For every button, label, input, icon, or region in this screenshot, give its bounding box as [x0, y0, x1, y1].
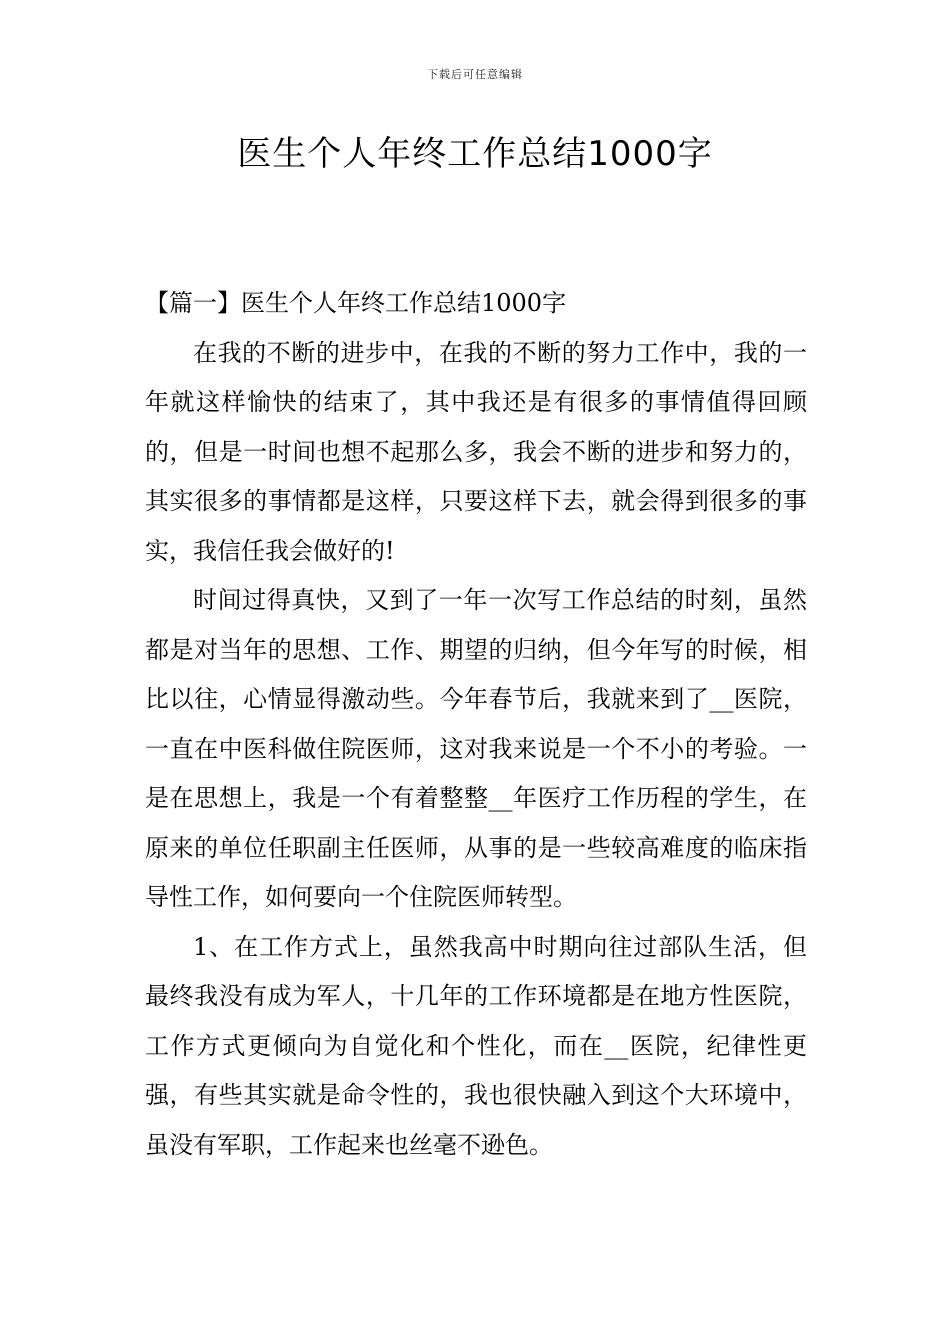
- paragraph-1: 在我的不断的进步中，在我的不断的努力工作中，我的一年就这样愉快的结束了，其中我还是有很多的事情值得回顾的，但是一时间也想不起那么多，我会不断的进步和努力的，其实很多的事情都是这样，只要这样下去，就会得到很多的事实，我信任我会做好的!: [145, 338, 807, 565]
- header-note: 下载后可任意编辑: [427, 68, 523, 81]
- section-heading: 【篇一】医生个人年终工作总结1000字: [145, 289, 567, 317]
- paragraph-3: 1、在工作方式上，虽然我高中时期向往过部队生活，但最终我没有成为军人，十几年的工作环境都是在地方性医院，工作方式更倾向为自觉化和个性化，而在__医院，纪律性更强，有些其实就是命令性的，我也很快融入到这个大环境中，虽没有军职，工作起来也丝毫不逊色。: [145, 932, 807, 1159]
- document-title: 医生个人年终工作总结1000字: [237, 134, 713, 174]
- document-body: [145, 279, 807, 1170]
- paragraph-2: 时间过得真快，又到了一年一次写工作总结的时刻，虽然都是对当年的思想、工作、期望的归纳，但今年写的时候，相比以往，心情显得激动些。今年春节后，我就来到了__医院，一直在中医科做住院医师，这对我来说是一个不小的考验。一是在思想上，我是一个有着整整__年医疗工作历程的学生，在原来的单位任职副主任医师，从事的是一些较高难度的临床指导性工作，如何要向一个住院医师转型。: [145, 586, 807, 911]
